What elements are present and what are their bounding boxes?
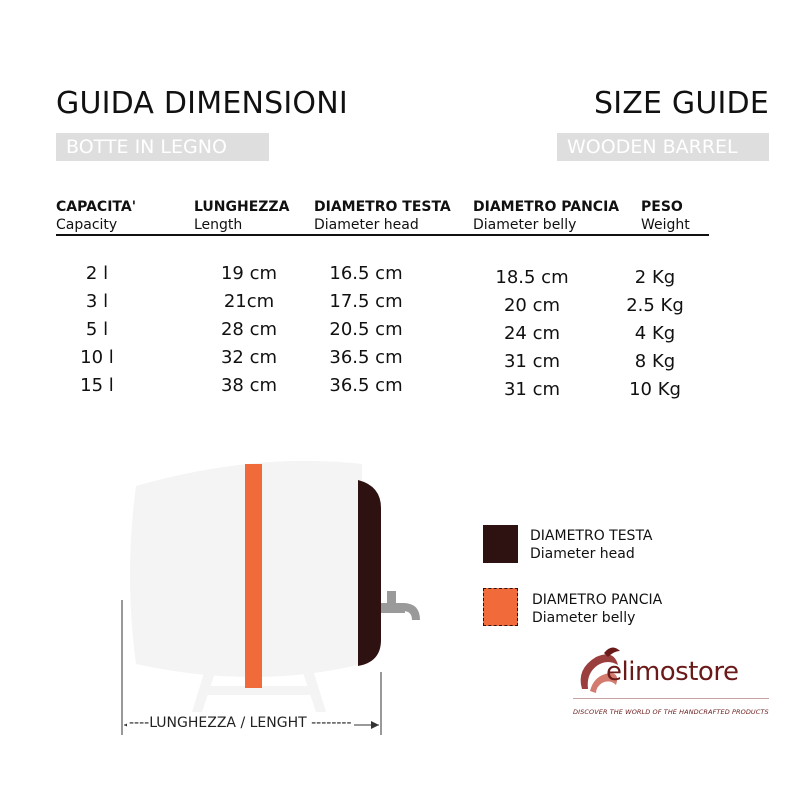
brand-name: elimostore [606, 657, 739, 687]
column-header-italian: PESO [641, 199, 683, 215]
column-header-english: Capacity [56, 217, 118, 233]
length-label: ----LUNGHEZZA / LENGHT -------- [129, 715, 352, 731]
tap-icon [381, 591, 420, 620]
table-cell-length: 38 cm [220, 375, 278, 396]
brand-tagline: DISCOVER THE WORLD OF THE HANDCRAFTED PRODUCTS [573, 708, 769, 716]
column-header-capacity [56, 198, 136, 234]
page-title-english: SIZE GUIDE [593, 86, 769, 121]
table-cell-diameter-belly: 31 cm [503, 379, 561, 400]
column-header-italian: DIAMETRO TESTA [314, 199, 451, 215]
table-cell-weight: 4 Kg [634, 323, 676, 344]
column-header-diameter-belly [473, 198, 619, 234]
subtitle-italian: BOTTE IN LEGNO [56, 133, 269, 161]
table-cell-diameter-belly: 20 cm [503, 295, 561, 316]
table-cell-weight: 2.5 Kg [626, 295, 684, 316]
table-cell-capacity: 2 l [85, 263, 109, 284]
table-cell-capacity: 10 l [80, 347, 114, 368]
table-cell-weight: 2 Kg [634, 267, 676, 288]
table-cell-length: 19 cm [220, 263, 278, 284]
column-header-italian: LUNGHEZZA [194, 199, 290, 215]
table-cell-length: 28 cm [220, 319, 278, 340]
subtitle-english: WOODEN BARREL [557, 133, 769, 161]
table-cell-length: 32 cm [220, 347, 278, 368]
column-header-english: Weight [641, 217, 690, 233]
page-title-italian: GUIDA DIMENSIONI [56, 86, 348, 121]
column-header-italian: CAPACITA' [56, 199, 136, 215]
table-cell-diameter-belly: 24 cm [503, 323, 561, 344]
legend-label-italian: DIAMETRO PANCIA [532, 592, 663, 608]
column-header-english: Length [194, 217, 243, 233]
legend-label-english: Diameter head [530, 546, 635, 562]
barrel-head-band [358, 480, 381, 666]
table-cell-diameter-head: 17.5 cm [329, 291, 403, 312]
table-cell-capacity: 3 l [85, 291, 109, 312]
legend-swatch-head [483, 525, 518, 563]
legend-item-diameter-head [530, 527, 653, 563]
table-cell-diameter-head: 36.5 cm [329, 347, 403, 368]
barrel-belly-band [245, 464, 262, 688]
table-cell-diameter-head: 20.5 cm [329, 319, 403, 340]
column-header-length [194, 198, 289, 234]
brand-divider [573, 698, 769, 699]
legend-label-italian: DIAMETRO TESTA [530, 528, 653, 544]
table-cell-capacity: 5 l [85, 319, 109, 340]
column-header-diameter-head [314, 198, 451, 234]
table-cell-weight: 8 Kg [634, 351, 676, 372]
table-header-divider [56, 234, 709, 236]
legend-item-diameter-belly [532, 591, 662, 627]
column-header-english: Diameter belly [473, 217, 577, 233]
table-cell-length: 21cm [223, 291, 275, 312]
barrel-diagram [100, 450, 440, 750]
legend-label-english: Diameter belly [532, 610, 636, 626]
table-cell-diameter-belly: 31 cm [503, 351, 561, 372]
column-header-weight [641, 198, 690, 234]
table-cell-capacity: 15 l [80, 375, 114, 396]
table-cell-diameter-belly: 18.5 cm [495, 267, 569, 288]
table-cell-diameter-head: 16.5 cm [329, 263, 403, 284]
legend-swatch-belly [483, 588, 518, 626]
table-cell-diameter-head: 36.5 cm [329, 375, 403, 396]
column-header-italian: DIAMETRO PANCIA [473, 199, 620, 215]
table-cell-weight: 10 Kg [629, 379, 681, 400]
column-header-english: Diameter head [314, 217, 419, 233]
